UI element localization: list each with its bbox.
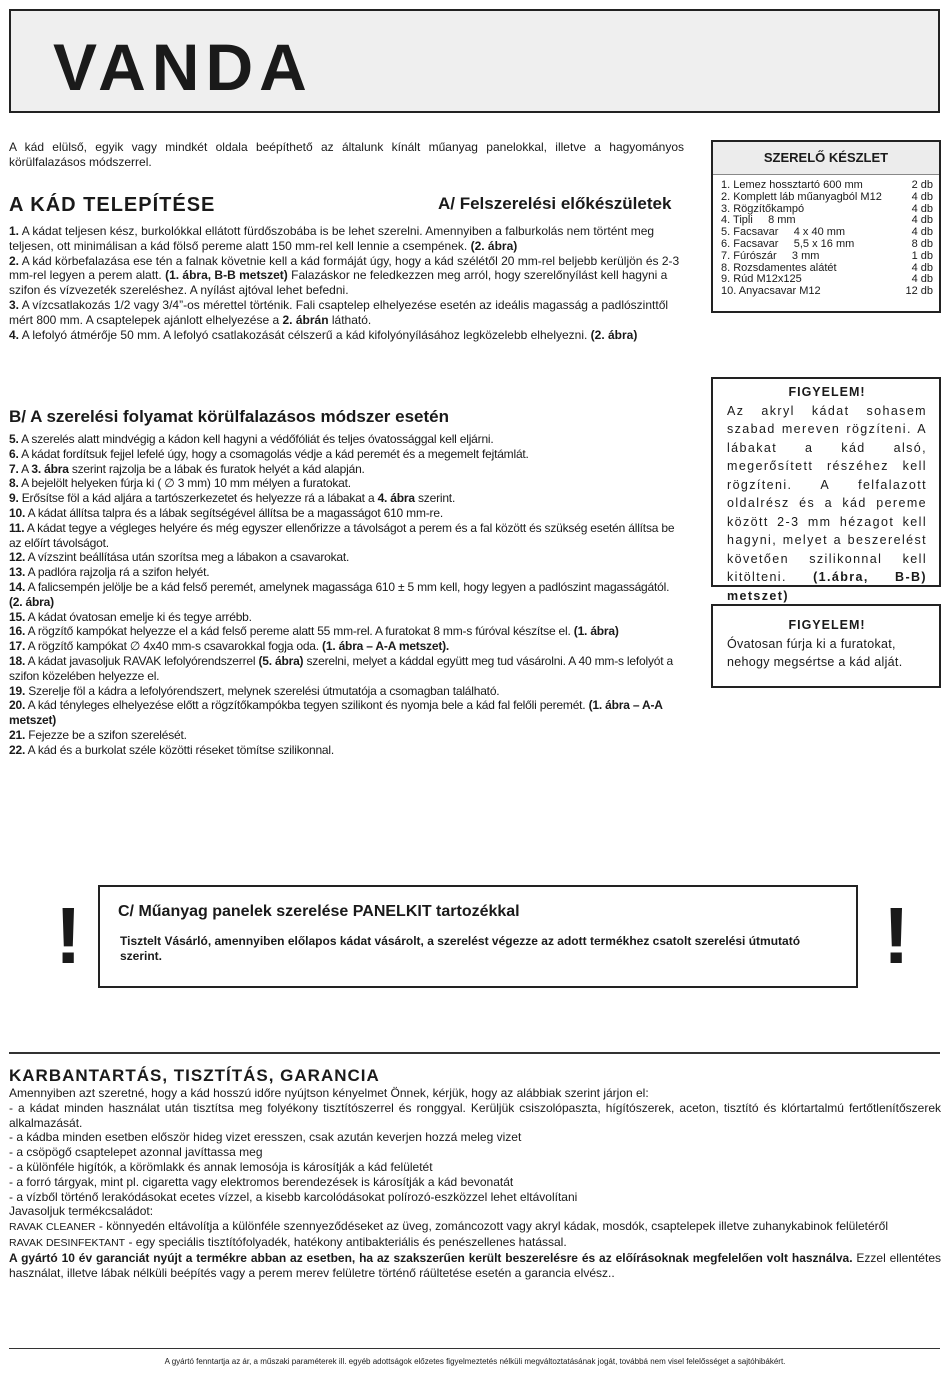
maintenance-line: Amennyiben azt szeretné, hogy a kád hosszú időre nyújtson kényelmet Önnek, kérjük, hogy az alábbiak szerint járjon el: [9, 1086, 649, 1100]
item-ref: (5. ábra) [258, 653, 304, 668]
item-text: A kádat állítsa talpra és a lábak segítségével állítsa be a magasságot 610 mm-re. [27, 505, 443, 520]
section-c-heading: C/ Műanyag panelek szerelése PANELKIT tartozékkal [118, 903, 520, 920]
list-item [9, 743, 684, 758]
item-ref: (1. ábra, B-B metszet) [165, 268, 288, 283]
item-text: A rögzítő kampókat helyezze el a kád felső pereme alatt 55 mm-rel. A furatokat 8 mm-s fúróval készítse el. [27, 624, 571, 639]
list-item [9, 224, 684, 254]
item-number: 4. [9, 327, 20, 342]
item-text: A bejelölt helyeken fúrja ki ( ∅ 3 mm) 10 mm mélyen a furatokat. [21, 476, 351, 491]
warning-ref: (1.ábra, B-B) metszet) [727, 570, 927, 603]
kit-item-qty: 4 db [911, 202, 933, 215]
item-number: 14. [9, 579, 26, 594]
kit-item-name: 9. Rúd M12x125 [721, 273, 802, 286]
item-number: 11. [9, 520, 25, 535]
item-number: 12. [9, 550, 26, 565]
item-ref: (2. ábra) [9, 594, 54, 609]
warning-text [727, 402, 927, 606]
item-text: szerint. [418, 491, 456, 506]
item-number: 6. [9, 446, 19, 461]
item-text: szerelni, melyet a káddal együtt meg tud vásárolni. A 40 mm-s lefolyót a szifon közelében helyezze el. [9, 653, 673, 683]
kit-item-name: 8. Rozsdamentes alátét [721, 261, 837, 274]
warning-text: Óvatosan fúrja ki a furatokat, nehogy megsértse a kád alját. [727, 636, 903, 669]
product-text: - könnyedén eltávolítja a különféle szennyeződéseket az üveg, zománcozott vagy akryl kádak, mosdók, csaptelepek illetve zuhanykabinok felületéről [95, 1219, 889, 1234]
product-text: - egy speciális tisztítófolyadék, hatékony antibakteriális és penészellenes hatással. [125, 1234, 567, 1249]
kit-item-qty: 12 db [905, 285, 933, 298]
warning-body: Az akryl kádat sohasem szabad mereven rögzíteni. A lábakat a kád alsó, megerősített részéhez kell rögzíteni. A felfalazott oldalrész és a kád pereme között 2-3 mm hézagot kell hagyni, melyet a beszerelést követően szilikonnal kell kitölteni. [727, 403, 927, 584]
item-text: A kádat fordítsuk fejjel lefelé úgy, hogy a csomagolás védje a kád peremét és a megemelt fejtámlát. [21, 446, 529, 461]
item-ref: 2. ábrán [282, 312, 329, 327]
item-text: A rögzítő kampókat ∅ 4x40 mm-s csavarokkal fogja oda. [27, 639, 319, 654]
maintenance-line: - a különféle higítók, a körömlakk és annak lemosója is károsítják a kád felületét [9, 1159, 433, 1174]
item-text: A kád körbefalazása ese tén a falnak követnie kell a kád formáját úgy, hogy a kád szélétől 20 mm-rel beljebb kerüljön és 2-3 mm-rel legyen a perem alatt. [9, 253, 680, 283]
product-cleaner [9, 1219, 941, 1235]
list-item [9, 580, 684, 610]
maintenance-line: Javasoljuk termékcsaládot: [9, 1204, 154, 1219]
section-a-list [9, 224, 684, 342]
item-text: szerint rajzolja be a lábak és furatok helyét a kád alapján. [71, 461, 365, 476]
guarantee-rest: Ezzel ellentétes használat, illetve lábak nélküli beépítés vagy a perem merev felületre történő ráültetése esetén a garancia elvész.. [9, 1250, 941, 1280]
list-item [9, 432, 684, 447]
kit-item-name: 6. Facsavar 5,5 x 16 mm [721, 237, 855, 250]
maintenance-body [9, 1086, 941, 1280]
guarantee-text [9, 1251, 941, 1281]
item-number: 18. [9, 653, 26, 668]
item-text: A kádat javasoljuk RAVAK lefolyórendszerrel [27, 653, 256, 668]
page-title: VANDA [53, 30, 313, 104]
list-item [9, 491, 684, 506]
list-item [9, 565, 684, 580]
item-number: 3. [9, 297, 20, 312]
kit-item [721, 251, 933, 263]
warning-title: FIGYELEM! [788, 618, 866, 632]
kit-item-qty: 8 db [911, 237, 933, 250]
item-text: A kádat teljesen kész, burkolókkal ellátott fürdőszobába is be lehet szerelni. Amennyiben a falburkolás nem történt meg teljesen, ott minimálisan a kád fölső pereme alatt 150 mm-rel kell lennie a csempének. [9, 224, 655, 253]
list-item [9, 639, 684, 654]
item-ref: 3. ábra [31, 461, 69, 476]
item-text: A padlóra rajzolja rá a szifon helyét. [27, 565, 210, 580]
item-ref: (1. ábra) [573, 624, 619, 639]
kit-item-name: 5. Facsavar 4 x 40 mm [721, 226, 846, 239]
item-number: 20. [9, 698, 26, 713]
item-text: Erősítse föl a kád aljára a tartószerkezetet és helyezze rá a lábakat a [21, 491, 375, 506]
item-number: 16. [9, 624, 26, 639]
kit-item-name: 2. Komplett láb műanyagból M12 [721, 190, 882, 203]
item-text: látható. [331, 312, 372, 327]
kit-item-name: 1. Lemez hosszt​artó 600 mm [721, 179, 863, 191]
kit-item-qty: 4 db [911, 190, 933, 203]
kit-item-name: 7. Fúrószár 3 mm [721, 249, 820, 262]
item-number: 8. [9, 476, 19, 491]
maintenance-line: - a forró tárgyak, mint pl. cigaretta vagy elektromos berendezések is károsítják a kád bevonatát [9, 1174, 514, 1189]
section-a-heading: A KÁD TELEPÍTÉSE [9, 194, 216, 216]
maintenance-line: - a vízből történő lerakódásokat ecetes vízzel, a kisebb karcolódásokat polírozó-eszközzel lehet eltávolítani [9, 1189, 578, 1204]
item-ref: (1. ábra – A-A metszet) [9, 698, 663, 728]
item-text: A kádat tegye a végleges helyére és még egyszer ellenőrizze a távolságot a perem és a fal között és szükség esetén állítsa be az előírt távolságot. [9, 520, 675, 550]
item-text: A falicsempén jelölje be a kád felső peremét, amelynek magassága 610 ± 5 mm kell, hogy legyen a padlószint magasságától. [27, 579, 670, 594]
maintenance-heading: KARBANTARTÁS, TISZTÍTÁS, GARANCIA [9, 1066, 380, 1085]
section-a-subheading: A/ Felszerelési előkészületek [438, 194, 672, 213]
kit-item-qty: 2 db [911, 179, 933, 191]
item-text: A vízszint beállítása után szorítsa meg a lábakon a csavarokat. [27, 550, 350, 565]
kit-item-qty: 4 db [911, 214, 933, 227]
warning-title: FIGYELEM! [788, 385, 866, 399]
section-b-list [9, 432, 684, 758]
item-text: Falazáskor ne feledkezzen meg arról, hogy szerelőnyílást kell hagyni a szifon és vízvezeték szereléshez. A nyílást ajtóval lehet befedni. [9, 268, 668, 298]
section-c-text: Tisztelt Vásárló, amennyiben előlapos kádat vásárolt, a szerelést végezze az adott termékhez csatolt szerelési útmutató szerint. [120, 934, 801, 963]
kit-list [721, 180, 933, 298]
exclamation-left: ! [55, 891, 82, 980]
item-number: 1. [9, 224, 20, 238]
guarantee-bold: A gyártó 10 év garanciát nyújt a termékre abban az esetben, ha az szakszerűen került beszerelésre és az előírásoknak megfelelően volt használva. [9, 1250, 853, 1265]
kit-item-qty: 4 db [911, 261, 933, 274]
list-item [9, 447, 684, 462]
footer-divider [9, 1348, 940, 1349]
product-disinfectant [9, 1235, 941, 1251]
maintenance-line: - a csöpögő csaptelepet azonnal javíttassa meg [9, 1145, 263, 1160]
exclamation-right: ! [883, 891, 910, 980]
item-text: A [21, 461, 29, 476]
list-item [9, 728, 684, 743]
kit-item-name: 4. Tipli 8 mm [721, 214, 796, 227]
item-number: 5. [9, 432, 19, 446]
product-name: RAVAK DESINFEKTANT [9, 1236, 126, 1249]
item-ref: (2. ábra) [590, 327, 638, 342]
list-item [9, 506, 684, 521]
item-text: A kád tényleges elhelyezése előtt a rögzítőkampókba tegyen szilikont és nyomja bele a kád fal felőli peremét. [27, 698, 586, 713]
kit-item [721, 192, 933, 204]
list-item [9, 654, 684, 684]
item-ref: (2. ábra) [470, 238, 518, 253]
item-ref: 4. ábra [377, 491, 415, 506]
item-number: 15. [9, 609, 26, 624]
item-number: 9. [9, 491, 19, 506]
intro-text: A kád elülső, egyik vagy mindkét oldala beépíthető az általunk kínált műanyag panelokkal, illetve a hagyományos körülfalazásos módszerrel. [9, 140, 684, 169]
kit-item-name: 3. Rögzítőkampó [721, 202, 805, 215]
assembly-kit-box [711, 140, 941, 313]
list-item [9, 684, 684, 699]
list-item [9, 462, 684, 477]
kit-item-qty: 1 db [911, 249, 933, 262]
item-number: 10. [9, 505, 26, 520]
kit-item-name: 10. Anyacsavar M12 [721, 285, 821, 298]
kit-item-qty: 4 db [911, 273, 933, 286]
list-item [9, 328, 684, 343]
maintenance-line: - a kádat minden használat után tisztítsa meg folyékony tisztítószerrel és ronggyal. Kerüljük csiszolópaszta, hígítószerek, aceton, tisztító és klórtartalmú fertőtlenítőszerek alkalmazását. [9, 1100, 941, 1130]
kit-title: SZERELŐ KÉSZLET [713, 142, 939, 175]
kit-item [721, 286, 933, 298]
item-text: Fejezze be a szifon szerelését. [28, 727, 187, 742]
footer-disclaimer: A gyártó fenntartja az ár, a műszaki paraméterek ill. egyéb adottságok előzetes figyelmeztetés nélküli megváltoztatásának jogát, továbbá nem visel felelősséget a sajtóhibákért. [164, 1357, 786, 1366]
item-text: A lefolyó átmérője 50 mm. A lefolyó csatlakozását célszerű a kád kifolyónyílásához legközelebb elhelyezni. [21, 327, 588, 342]
kit-item-qty: 4 db [911, 226, 933, 239]
item-text: Szerelje föl a kádra a lefolyórendszert, melynek szerelési útmutatója a csomagban található. [28, 683, 500, 698]
item-number: 17. [9, 639, 26, 654]
product-name: RAVAK CLEANER [9, 1221, 96, 1234]
divider [9, 1052, 940, 1054]
item-number: 22. [9, 742, 26, 757]
section-b-heading: B/ A szerelési folyamat körülfalazásos módszer esetén [9, 407, 449, 426]
list-item [9, 521, 684, 551]
maintenance-line: - a kádba minden esetben először hideg vizet eresszen, csak azután keverjen hozzá meleg vizet [9, 1130, 522, 1145]
item-text: A kád és a burkolat széle közötti réseket tömítse szilikonnal. [27, 742, 334, 757]
list-item [9, 254, 684, 298]
list-item [9, 550, 684, 565]
item-text: A szerelés alatt mindvégig a kádon kell hagyni a védőfóliát és teljes óvatossággal kell eljárni. [21, 432, 494, 446]
list-item [9, 610, 684, 625]
item-number: 7. [9, 461, 19, 476]
item-text: A kádat óvatosan emelje ki és tegye arrébb. [27, 609, 252, 624]
item-text: A vízcsatlakozás 1/2 vagy 3/4”-os mérettel történik. Fali csaptelep elhelyezése esetén az ideális magasság a padlószinttől mért 800 mm. A csaptelepek ajánlott elhelyezése a [9, 297, 669, 327]
panelkit-box [98, 885, 858, 988]
title-box [9, 9, 940, 113]
item-number: 2. [9, 253, 20, 268]
list-item [9, 698, 684, 728]
list-item [9, 476, 684, 491]
list-item [9, 298, 684, 328]
item-number: 19. [9, 683, 26, 698]
warning-box [711, 377, 941, 603]
warning-box [711, 604, 941, 688]
item-number: 21. [9, 727, 26, 742]
list-item [9, 624, 684, 639]
kit-item [721, 239, 933, 251]
item-number: 13. [9, 565, 26, 580]
item-ref: (1. ábra – A-A metszet). [322, 639, 450, 654]
